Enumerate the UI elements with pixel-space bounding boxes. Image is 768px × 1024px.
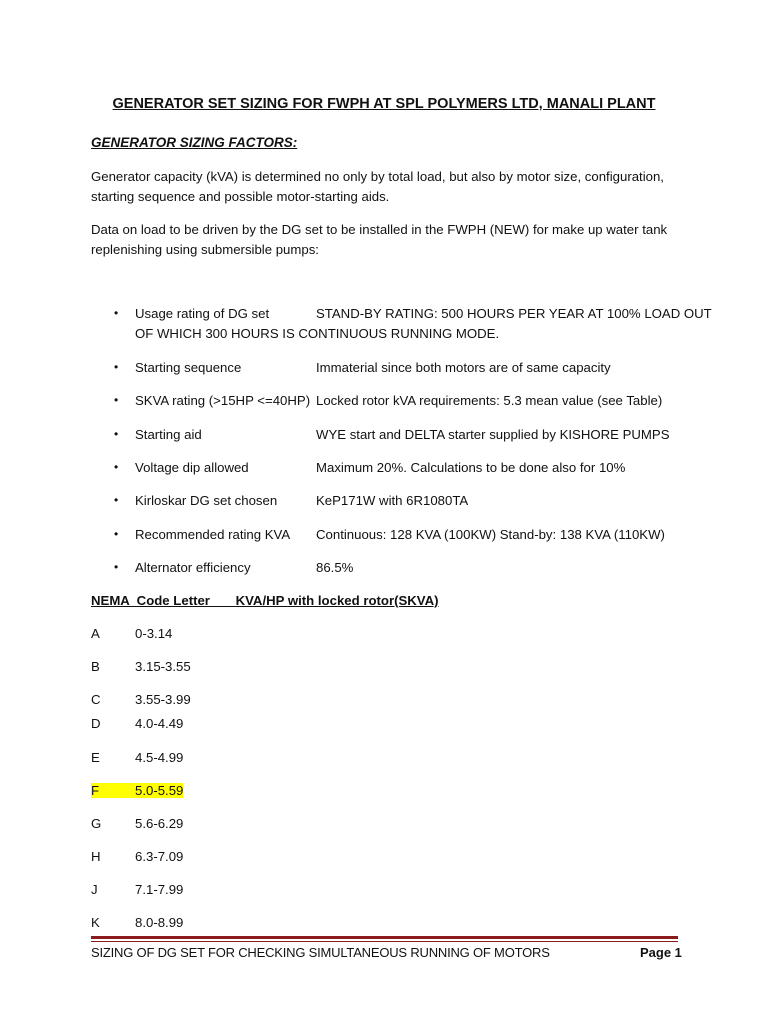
nema-code-letter: H xyxy=(91,849,101,864)
nema-table-header: NEMA Code Letter KVA/HP with locked rotor(SKVA) xyxy=(91,593,439,608)
bullet-icon: • xyxy=(114,493,119,507)
nema-kva-range-highlighted: 5.0-5.59 xyxy=(135,783,184,798)
bullet-label: Starting aid xyxy=(135,427,202,442)
paragraph-line: Data on load to be driven by the DG set to be installed in the FWPH (NEW) for make up water tank xyxy=(91,222,668,237)
bullet-icon: • xyxy=(114,360,119,374)
nema-code-letter: E xyxy=(91,750,100,765)
bullet-label: Recommended rating KVA xyxy=(135,527,291,542)
nema-kva-range: 6.3-7.09 xyxy=(135,849,184,864)
nema-kva-range: 7.1-7.99 xyxy=(135,882,184,897)
bullet-label: Kirloskar DG set chosen xyxy=(135,493,278,508)
bullet-icon: • xyxy=(114,560,119,574)
nema-kva-range: 4.5-4.99 xyxy=(135,750,184,765)
nema-code-letter: J xyxy=(91,882,98,897)
bullet-label: Starting sequence xyxy=(135,360,242,375)
nema-kva-range: 3.55-3.99 xyxy=(135,692,191,707)
page-title: GENERATOR SET SIZING FOR FWPH AT SPL POLYMERS LTD, MANALI PLANT xyxy=(112,96,656,112)
bullet-value: Locked rotor kVA requirements: 5.3 mean value (see Table) xyxy=(316,393,663,408)
paragraph-capacity xyxy=(91,167,681,207)
footer-title: SIZING OF DG SET FOR CHECKING SIMULTANEOUS RUNNING OF MOTORS xyxy=(91,945,550,960)
paragraph-line: starting sequence and possible motor-starting aids. xyxy=(91,189,390,204)
bullet-icon: • xyxy=(114,306,119,320)
nema-code-letter: B xyxy=(91,659,100,674)
nema-kva-range: 5.6-6.29 xyxy=(135,816,184,831)
nema-code-letter: K xyxy=(91,915,100,930)
paragraph-line: Generator capacity (kVA) is determined no only by total load, but also by motor size, configuration, xyxy=(91,169,664,184)
bullet-value: Immaterial since both motors are of same capacity xyxy=(316,360,611,375)
bullet-continuation: OF WHICH 300 HOURS IS CONTINUOUS RUNNING MODE. xyxy=(135,326,500,341)
section-heading: GENERATOR SIZING FACTORS: xyxy=(91,135,298,150)
paragraph-load-data xyxy=(91,220,681,260)
bullet-value: 86.5% xyxy=(316,560,354,575)
nema-code-letter: G xyxy=(91,816,102,831)
nema-code-letter-highlighted: F xyxy=(91,783,135,798)
bullet-icon: • xyxy=(114,427,119,441)
nema-kva-range: 3.15-3.55 xyxy=(135,659,191,674)
bullet-value: Continuous: 128 KVA (100KW) Stand-by: 138 KVA (110KW) xyxy=(316,527,665,542)
bullet-value: Maximum 20%. Calculations to be done also for 10% xyxy=(316,460,626,475)
bullet-label: SKVA rating (>15HP <=40HP) xyxy=(135,393,311,408)
nema-kva-range: 4.0-4.49 xyxy=(135,716,184,731)
nema-kva-range: 0-3.14 xyxy=(135,626,173,641)
bullet-value: STAND-BY RATING: 500 HOURS PER YEAR AT 100% LOAD OUT xyxy=(316,306,712,321)
bullet-label: Alternator efficiency xyxy=(135,560,251,575)
nema-code-letter: C xyxy=(91,692,101,707)
bullet-label: Usage rating of DG set xyxy=(135,306,270,321)
bullet-icon: • xyxy=(114,460,119,474)
bullet-value: KeP171W with 6R1080TA xyxy=(316,493,469,508)
nema-kva-range: 8.0-8.99 xyxy=(135,915,184,930)
footer-rule-thin xyxy=(91,941,678,942)
bullet-label: Voltage dip allowed xyxy=(135,460,249,475)
nema-code-letter: A xyxy=(91,626,100,641)
nema-code-letter: D xyxy=(91,716,101,731)
paragraph-line: replenishing using submersible pumps: xyxy=(91,242,319,257)
footer-rule-thick xyxy=(91,936,678,939)
page-number: Page 1 xyxy=(640,945,682,960)
bullet-icon: • xyxy=(114,393,119,407)
bullet-value: WYE start and DELTA starter supplied by KISHORE PUMPS xyxy=(316,427,670,442)
bullet-icon: • xyxy=(114,527,119,541)
